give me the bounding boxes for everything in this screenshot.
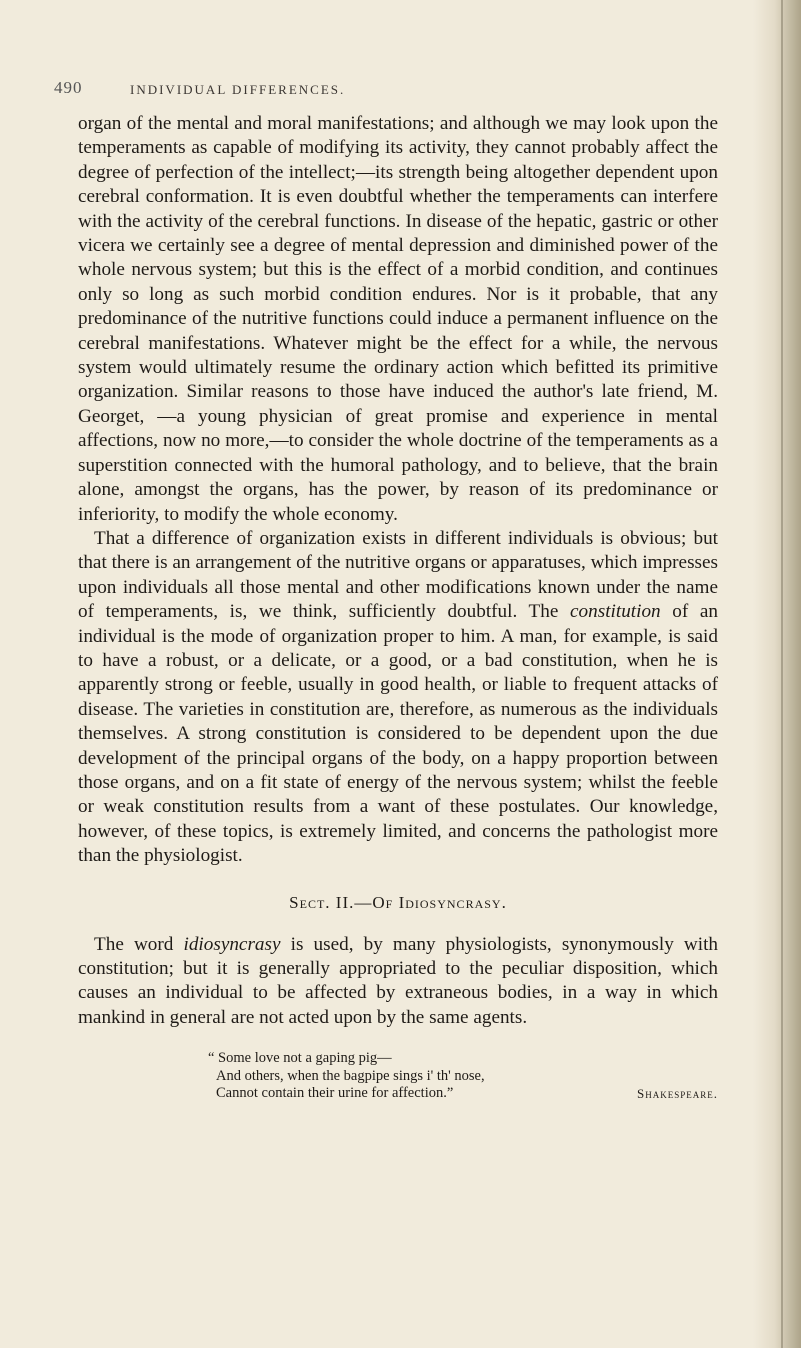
paragraph-3-text-b: is used, by many physiologists, synonymously with constitution; but it is generally appropriated to the peculiar disposition, which causes an individual to be affected by extraneous bodies, in a way in which mankind in general are not acted upon by the same agents. [78, 933, 719, 1028]
page-header [54, 78, 718, 112]
quote-line-2: And others, when the bagpipe sings i' th' nose, [216, 1067, 485, 1084]
book-page [54, 78, 719, 1103]
paragraph-3 [78, 933, 718, 1031]
page-number: 490 [54, 78, 83, 97]
section-heading: Sect. II.—Of Idiosyncrasy. [289, 892, 507, 912]
paragraph-1: organ of the mental and moral manifestations; and although we may look upon the temperaments as capable of modifying its activity, they cannot probably affect the degree of perfection of the intellect;—its strength being altogether dependent upon cerebral conformation. It is even doubtful whether the temperaments can interfere with the activity of the cerebral functions. In disease of the hepatic, gastric or other vicera we certainly see a degree of mental depression and diminished power of the whole nervous system; but this is the effect of a morbid condition, and continues only so long as such morbid condition endures. Nor is it probable, that any predominance of the nutritive functions could induce a permanent influence on the cerebral manifestations. Whatever might be the effect for a while, the nervous system would ultimately resume the ordinary action which befitted its primitive organization. Similar reasons to those have induced the author's late friend, M. Georget, —a young physician of great promise and experience in mental affections, now no more,—to consider the whole doctrine of the temperaments as a superstition connected with the humoral pathology, and to believe, that the brain alone, amongst the organs, has the power, by reason of its predominance or inferiority, to modify the whole economy. [78, 113, 718, 525]
quote-line-1: “ Some love not a gaping pig— [208, 1050, 392, 1067]
paragraph-2 [78, 527, 718, 869]
paragraph-3-italic-term: idiosyncrasy [183, 933, 281, 955]
page-edge-line [781, 0, 783, 1348]
quote-attribution: Shakespeare. [637, 1086, 718, 1102]
running-head: INDIVIDUAL DIFFERENCES. [130, 82, 346, 97]
paragraph-3-text-a: The word [94, 933, 184, 955]
paragraph-2-text-a: That a difference of organization exists in different individuals is obvious; but that there is an arrangement of the nutritive organs or apparatuses, which impresses upon individuals all those mental and other modifications known under the name of temperaments, is, we think, sufficiently doubtful. The [78, 527, 718, 623]
paragraph-2-text-b: of an individual is the mode of organization proper to him. A man, for example, is said to have a robust, or a delicate, or a good, or a bad constitution, when he is apparently strong or feeble, usually in good health, or liable to frequent attacks of disease. The varieties in constitution are, therefore, as numerous as the individuals themselves. A strong constitution is considered to be dependent upon the due development of the principal organs of the body, on a happy proportion between those organs, and on a fit state of energy of the nervous system; whilst the feeble or weak constitution results from a want of these postulates. Our knowledge, however, of these topics, is extremely limited, and concerns the pathologist more than the physiologist. [78, 601, 719, 867]
page-edge-shadow [753, 0, 801, 1348]
verse-quote [78, 1050, 718, 1103]
paragraph-2-italic-term: constitution [570, 601, 661, 623]
quote-line-3: Cannot contain their urine for affection.” [216, 1085, 454, 1102]
